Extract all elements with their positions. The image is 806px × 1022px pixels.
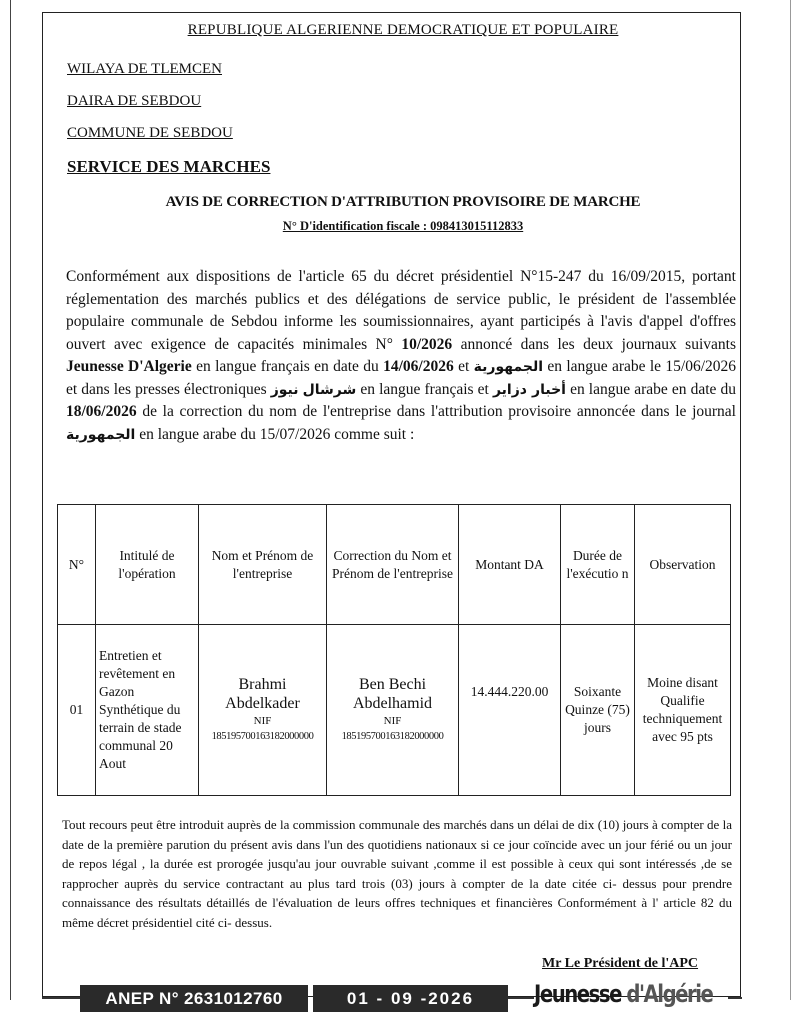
page-edge-line [10,0,11,1000]
correction-nif: 185195700163182000000 [341,731,444,742]
wilaya-heading: WILAYA DE TLEMCEN [67,61,222,77]
company-nif-label: NIF [253,715,272,727]
company-name: Brahmi Abdelkader [225,676,300,712]
divider [728,997,742,999]
publication-date-badge: 01 - 09 -2026 [313,985,508,1012]
notice-body: Conformément aux dispositions de l'article 65 du décret présidentiel N°15-247 du 16/09/2015, portant réglementation des marchés publics et des délégations de service public, le président de l'assemblée populaire communale de Sebdou informe les soumissionnaires, ayant participés à l'avis d'appel d'offres ouvert avec exigence de capacités minimales N° 10/2026 annoncé dans les deux journaux suivants Jeunesse D'Algerie en langue français en date du 14/06/2026 et الجمهورية en langue arabe le 15/06/2026 et dans les presses électroniques شرشال نيوز en langue français et أخبار دزاير en langue arabe en date du 18/06/2026 de la correction du nom de l'entreprise dans l'attribution provisoire annoncée dans le journal الجمهورية en langue arabe du 15/07/2026 comme suit : [66,268,737,443]
service-heading: SERVICE DES MARCHES [67,157,271,176]
attribution-table [57,504,731,796]
anep-number-badge: ANEP N° 2631012760 [80,985,308,1012]
republic-heading: REPUBLIQUE ALGERIENNE DEMOCRATIQUE ET POPULAIRE [187,22,619,38]
header-duration: Durée de l'exécutio n [561,505,635,625]
header-company: Nom et Prénom de l'entreprise [199,505,327,625]
correction-name: Ben Bechi Abdelhamid [352,676,433,712]
fiscal-id: N° D'identification fiscale : 098413015112833 [282,219,524,233]
jeunesse-dalgerie-logo: Jeunesse d'Algérie [534,980,713,1008]
header-amount: Montant DA [459,505,561,625]
divider [42,997,80,999]
header-correction: Correction du Nom et Prénom de l'entreprise [327,505,459,625]
table-row [58,625,731,796]
cell-duration: Soixante Quinze (75) jours [561,625,635,796]
daira-heading: DAIRA DE SEBDOU [67,93,202,109]
cell-operation: Entretien et revêtement en Gazon Synthétique du terrain de stade communal 20 Aout [96,625,199,796]
cell-correction [327,625,459,796]
cell-amount: 14.444.220.00 [459,625,561,796]
cell-observation: Moine disant Qualifie techniquement avec 95 pts [635,625,731,796]
notice-title: AVIS DE CORRECTION D'ATTRIBUTION PROVISOIRE DE MARCHE [165,194,641,210]
header-observation: Observation [635,505,731,625]
header-no: N° [58,505,96,625]
president-signature: Mr Le Président de l'APC [542,956,699,971]
correction-nif-label: NIF [383,715,402,727]
cell-company [199,625,327,796]
cell-no: 01 [58,625,96,796]
table-header-row [58,505,731,625]
commune-heading: COMMUNE DE SEBDOU [67,125,233,141]
page-edge-line [790,0,791,1000]
company-nif: 185195700163182000000 [211,731,314,742]
recours-paragraph: Tout recours peut être introduit auprès de la commission communale des marchés dans un délai de dix (10) jours à compter de la date de la première parution du présent avis dans l'un des quotidiens nationaux si ce jour coïncide avec un jour férié ou un jour de repos légal , la durée est prorogée jusqu'au jour ouvrable suivant ,comme il est possible à ceux qui sont intéressés ,de se rapprocher auprès du service contractant au plus tard trois (03) jours à compter de la date citée ci- dessus pour prendre connaissance des résultats détaillés de l'évaluation de leurs offres techniques et financières Conformément à l' article 82 du même décret présidentiel cité ci- dessus. [62,817,732,930]
divider [508,997,534,999]
header-operation: Intitulé de l'opération [96,505,199,625]
